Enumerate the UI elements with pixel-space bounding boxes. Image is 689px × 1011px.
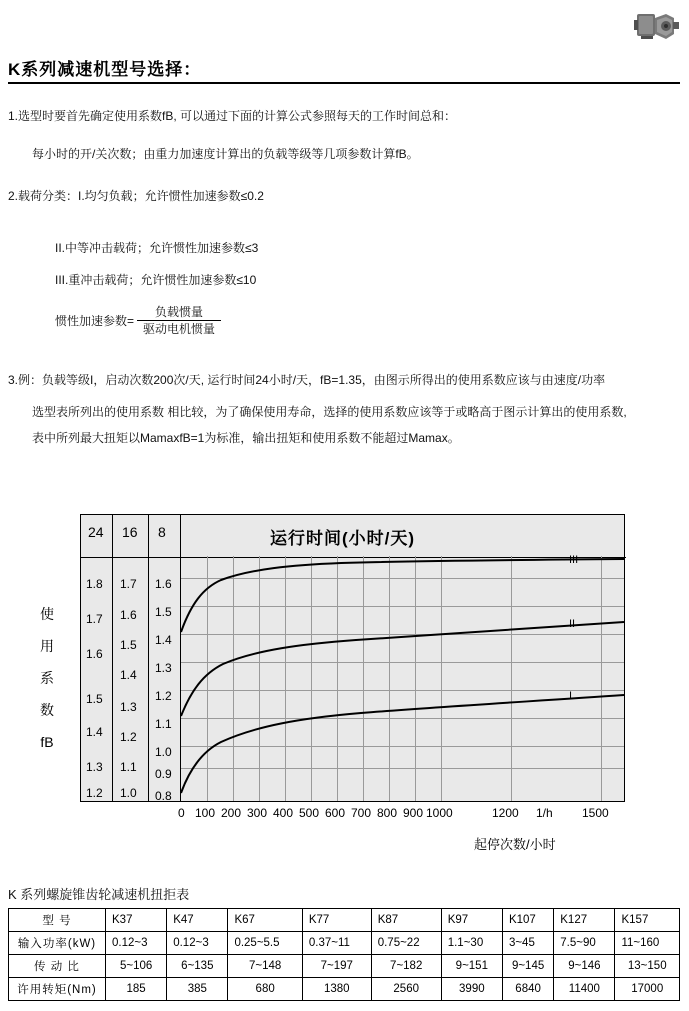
formula-fraction bbox=[137, 305, 221, 336]
y-tick-24-1: 1.7 bbox=[86, 612, 103, 626]
y-tick-8-1: 1.5 bbox=[155, 605, 172, 619]
cell-model-2: K67 bbox=[228, 909, 302, 932]
y-tick-16-1: 1.6 bbox=[120, 608, 137, 622]
row-header-torque: 许用转矩(Nm) bbox=[9, 978, 106, 1001]
cell-model-5: K97 bbox=[441, 909, 502, 932]
gearbox-photo bbox=[633, 6, 681, 46]
y-tick-24-3: 1.5 bbox=[86, 692, 103, 706]
paragraph-6: 3.例：负载等级I，启动次数200次/天, 运行时间24小时/天，fB=1.35，由图示所得出的使用系数应该与由速度/功率 bbox=[8, 373, 606, 387]
cell-model-0: K37 bbox=[106, 909, 167, 932]
y-tick-16-6: 1.1 bbox=[120, 760, 137, 774]
xtick-300: 300 bbox=[247, 806, 268, 820]
cell-power-7: 7.5~90 bbox=[554, 932, 615, 955]
chart-column-header-16: 16 bbox=[122, 524, 138, 540]
curve-label-II: II bbox=[569, 618, 576, 630]
y-caption-char-4: 数 bbox=[40, 702, 54, 718]
xtick-600: 600 bbox=[325, 806, 346, 820]
y-tick-8-7: 0.9 bbox=[155, 767, 172, 781]
xtick-unit: 1/h bbox=[536, 806, 553, 820]
torque-table bbox=[8, 908, 680, 1001]
y-tick-8-5: 1.1 bbox=[155, 717, 172, 731]
cell-power-0: 0.12~3 bbox=[106, 932, 167, 955]
title-divider bbox=[8, 82, 680, 84]
y-tick-16-4: 1.3 bbox=[120, 700, 137, 714]
chart-column-divider-2 bbox=[148, 514, 149, 802]
chart-plot-area bbox=[181, 556, 624, 801]
cell-model-4: K87 bbox=[371, 909, 441, 932]
formula-denominator: 驱动电机惯量 bbox=[143, 322, 216, 336]
xtick-1500: 1500 bbox=[582, 806, 609, 820]
y-tick-24-4: 1.4 bbox=[86, 725, 103, 739]
cell-ratio-6: 9~145 bbox=[502, 955, 553, 978]
table-row-power bbox=[9, 932, 680, 955]
cell-torque-0: 185 bbox=[106, 978, 167, 1001]
y-tick-8-8: 0.8 bbox=[155, 789, 172, 803]
y-tick-8-2: 1.4 bbox=[155, 633, 172, 647]
xtick-100: 100 bbox=[195, 806, 216, 820]
y-tick-24-2: 1.6 bbox=[86, 647, 103, 661]
chart-x-axis-label: 起停次数/小时 bbox=[474, 837, 556, 852]
y-tick-8-4: 1.2 bbox=[155, 689, 172, 703]
cell-model-3: K77 bbox=[302, 909, 371, 932]
y-tick-8-6: 1.0 bbox=[155, 745, 172, 759]
inertia-formula bbox=[55, 305, 221, 336]
cell-torque-3: 1380 bbox=[302, 978, 371, 1001]
cell-ratio-0: 5~106 bbox=[106, 955, 167, 978]
y-caption-char-2: 用 bbox=[40, 638, 54, 654]
cell-ratio-2: 7~148 bbox=[228, 955, 302, 978]
y-tick-24-6: 1.2 bbox=[86, 786, 103, 800]
xtick-800: 800 bbox=[377, 806, 398, 820]
paragraph-3: 2.载荷分类：I.均匀负载；允许惯性加速参数≤0.2 bbox=[8, 189, 264, 203]
xtick-0: 0 bbox=[178, 806, 185, 820]
chart-column-divider-1 bbox=[112, 514, 113, 802]
y-caption-char-5: fB bbox=[40, 734, 54, 750]
cell-model-6: K107 bbox=[502, 909, 553, 932]
paragraph-1: 1.选型时要首先确定使用系数fB, 可以通过下面的计算公式参照每天的工作时间总和： bbox=[8, 109, 457, 123]
cell-model-7: K127 bbox=[554, 909, 615, 932]
row-header-ratio: 传 动 比 bbox=[9, 955, 106, 978]
cell-power-2: 0.25~5.5 bbox=[228, 932, 302, 955]
xtick-700: 700 bbox=[351, 806, 372, 820]
page-title-wrap bbox=[8, 55, 308, 84]
cell-torque-1: 385 bbox=[167, 978, 228, 1001]
y-caption-char-3: 系 bbox=[40, 670, 54, 686]
cell-power-3: 0.37~11 bbox=[302, 932, 371, 955]
y-tick-16-2: 1.5 bbox=[120, 638, 137, 652]
cell-model-1: K47 bbox=[167, 909, 228, 932]
chart-y-axis-caption bbox=[36, 598, 58, 758]
cell-power-6: 3~45 bbox=[502, 932, 553, 955]
table-row-torque bbox=[9, 978, 680, 1001]
xtick-500: 500 bbox=[299, 806, 320, 820]
paragraph-8: 表中所列最大扭矩以MamaxfB=1为标准，输出扭矩和使用系数不能超过Mamax。 bbox=[32, 431, 460, 445]
torque-table-caption: K 系列螺旋锥齿轮减速机扭拒表 bbox=[8, 887, 190, 902]
cell-power-1: 0.12~3 bbox=[167, 932, 228, 955]
row-header-power: 输入功率(kW) bbox=[9, 932, 106, 955]
cell-ratio-7: 9~146 bbox=[554, 955, 615, 978]
cell-power-4: 0.75~22 bbox=[371, 932, 441, 955]
cell-power-5: 1.1~30 bbox=[441, 932, 502, 955]
page-title: K系列减速机型号选择： bbox=[8, 60, 202, 79]
y-tick-16-7: 1.0 bbox=[120, 786, 137, 800]
cell-torque-4: 2560 bbox=[371, 978, 441, 1001]
y-tick-24-5: 1.3 bbox=[86, 760, 103, 774]
cell-torque-7: 11400 bbox=[554, 978, 615, 1001]
chart-title: 运行时间(小时/天) bbox=[270, 529, 416, 548]
paragraph-7: 选型表所列出的使用系数 相比较，为了确保使用寿命，选择的使用系数应该等于或略高于图示计算出的使用系数, bbox=[32, 405, 627, 419]
paragraph-2: 每小时的开/关次数；由重力加速度计算出的负载等级等几项参数计算fB。 bbox=[32, 147, 419, 161]
y-tick-8-0: 1.6 bbox=[155, 577, 172, 591]
chart-column-header-24: 24 bbox=[88, 524, 104, 540]
curve-II bbox=[181, 622, 624, 716]
paragraph-5: III.重冲击载荷；允许惯性加速参数≤10 bbox=[55, 273, 257, 287]
xtick-200: 200 bbox=[221, 806, 242, 820]
y-tick-8-3: 1.3 bbox=[155, 661, 172, 675]
chart-column-header-8: 8 bbox=[158, 524, 166, 540]
cell-model-8: K157 bbox=[615, 909, 680, 932]
formula-numerator: 负载惯量 bbox=[155, 305, 204, 319]
xtick-900: 900 bbox=[403, 806, 424, 820]
cell-ratio-4: 7~182 bbox=[371, 955, 441, 978]
y-caption-char-1: 使 bbox=[40, 606, 54, 622]
cell-torque-5: 3990 bbox=[441, 978, 502, 1001]
cell-ratio-8: 13~150 bbox=[615, 955, 680, 978]
curve-label-I: I bbox=[569, 690, 573, 702]
row-header-model: 型 号 bbox=[9, 909, 106, 932]
xtick-1000: 1000 bbox=[426, 806, 453, 820]
table-row-ratio bbox=[9, 955, 680, 978]
cell-ratio-3: 7~197 bbox=[302, 955, 371, 978]
curve-III bbox=[181, 559, 624, 632]
y-tick-16-5: 1.2 bbox=[120, 730, 137, 744]
cell-torque-2: 680 bbox=[228, 978, 302, 1001]
xtick-1200: 1200 bbox=[492, 806, 519, 820]
curve-label-III: III bbox=[569, 554, 579, 566]
cell-ratio-1: 6~135 bbox=[167, 955, 228, 978]
cell-torque-8: 17000 bbox=[615, 978, 680, 1001]
paragraph-4: II.中等冲击载荷；允许惯性加速参数≤3 bbox=[55, 241, 259, 255]
chart-curves bbox=[181, 556, 624, 801]
curve-I bbox=[181, 695, 624, 793]
formula-label: 惯性加速参数= bbox=[55, 314, 135, 328]
cell-power-8: 11~160 bbox=[615, 932, 680, 955]
y-tick-24-0: 1.8 bbox=[86, 577, 103, 591]
y-tick-16-0: 1.7 bbox=[120, 577, 137, 591]
table-row-models bbox=[9, 909, 680, 932]
cell-ratio-5: 9~151 bbox=[441, 955, 502, 978]
y-tick-16-3: 1.4 bbox=[120, 668, 137, 682]
xtick-400: 400 bbox=[273, 806, 294, 820]
cell-torque-6: 6840 bbox=[502, 978, 553, 1001]
